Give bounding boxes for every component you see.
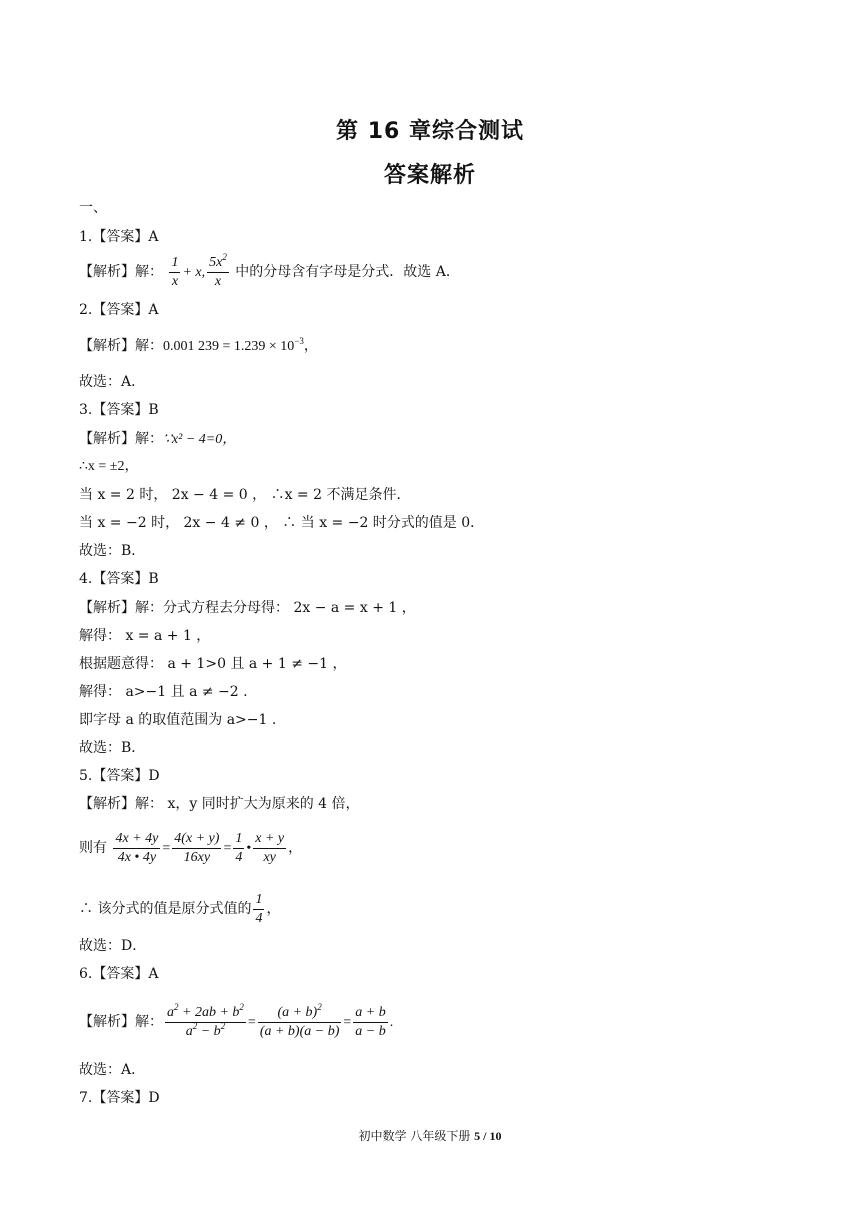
q5-answer: 5.【答案】D [79, 768, 160, 784]
fraction: $\frac{(a + b)^2}{(a + b)(a - b)}$ [259, 1001, 340, 1039]
q5-choose: 故选：D． [79, 938, 147, 954]
q6-explanation: 【解析】解： $\frac{a^2 + 2ab + b^2}{a^2 - b^2}$ = $\frac{(a + b)^2}{(a + b)(a - b)}$ = $\frac{a + b}{a - b}$ . [79, 1001, 394, 1039]
q2-choose: 故选：A． [79, 374, 146, 390]
fraction: $\frac{1}{4}$ [255, 891, 263, 926]
q4-line1: 【解析】解：分式方程去分母得： 2x − a = x + 1 ， [79, 600, 416, 616]
q3-choose: 故选：B． [79, 543, 146, 559]
fraction: $\frac{4(x + y)}{16xy}$ [174, 830, 220, 865]
q4-line2: 解得： x = a + 1 ， [79, 628, 211, 644]
page-footer [0, 1128, 860, 1144]
fraction: $\frac{a + b}{a - b}$ [355, 1004, 386, 1039]
q1-answer: 1.【答案】A [79, 229, 159, 245]
fraction: $\frac{a^2 + 2ab + b^2}{a^2 - b^2}$ [167, 1001, 244, 1039]
fraction: $\frac{4x + 4y}{4x • 4y}$ [115, 830, 159, 865]
q1-explanation: 【解析】解： $\frac{1}{x}$ + x, $\frac{5x^2}{x}$ 中的分母含有字母是分式．故选 A． [79, 251, 460, 289]
q1-label: 【解析】解： [79, 264, 163, 280]
q4-line5: 即字母 a 的取值范围为 a>−1 . [79, 712, 277, 728]
page-subtitle: 答案解析 [383, 163, 476, 188]
q2-explanation: 【解析】解：0.001 $239 = 1.239 \times 10^{-3}$， [79, 336, 318, 354]
page-number: 5 / 10 [474, 1129, 502, 1143]
section-heading: 一、 [79, 200, 107, 216]
q4-choose: 故选：B． [79, 740, 146, 756]
q5-line2: 则有 $\frac{4x + 4y}{4x • 4y}$ = $\frac{4(x + y)}{16xy}$ = $\frac{1}{4}$ • $\frac{x + y}{xy}$ ， [79, 830, 303, 865]
q3-line2: ∴x = ±2， [79, 459, 139, 474]
fraction: $\frac{1}{4}$ [235, 830, 243, 865]
footer-text: 初中数学 八年级下册 [358, 1129, 475, 1143]
q7-answer: 7.【答案】D [79, 1090, 160, 1106]
q3-line1: 【解析】解：∵x² − 4=0， [79, 431, 237, 447]
fraction: $\frac{5x^2}{x}$ [209, 251, 227, 289]
q5-line1: 【解析】解： x，y 同时扩大为原来的 4 倍， [79, 796, 360, 812]
q3-line3: 当 x = 2 时， 2x − 4 = 0 ， ∴x = 2 不满足条件． [79, 487, 411, 503]
page-title: 第 16 章综合测试 [336, 119, 524, 144]
q6-answer: 6.【答案】A [79, 966, 159, 982]
q3-answer: 3.【答案】B [79, 402, 159, 418]
q4-line3: 根据题意得： a + 1>0 且 a + 1 ≠ −1 ， [79, 656, 347, 672]
q5-line3: ∴ 该分式的值是原分式值的 $\frac{1}{4}$ ， [79, 891, 281, 926]
q4-line4: 解得： a>−1 且 a ≠ −2 . [79, 684, 248, 700]
fraction: $\frac{1}{x}$ [171, 254, 179, 289]
q2-answer: 2.【答案】A [79, 302, 159, 318]
q3-line4: 当 x = −2 时， 2x − 4 ≠ 0 ， ∴ 当 x = −2 时分式的值是 0． [79, 515, 485, 531]
q1-text: 中的分母含有字母是分式．故选 A． [235, 264, 460, 280]
q6-choose: 故选：A． [79, 1062, 146, 1078]
q4-answer: 4.【答案】B [79, 571, 159, 587]
fraction: $\frac{x + y}{xy}$ [255, 830, 285, 865]
